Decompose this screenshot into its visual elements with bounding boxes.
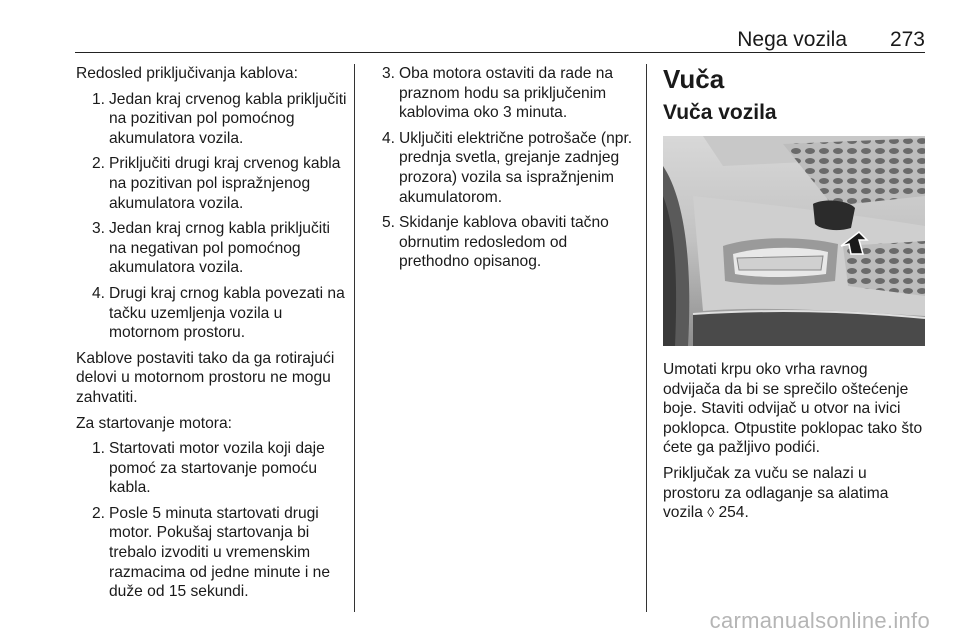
list-item: 3. Jedan kraj crnog kabla priključiti na negativan pol pomoćnog akumulatora vozila. xyxy=(91,220,331,277)
start-list-continued xyxy=(375,64,640,272)
list-item: 4. Uključiti električne potrošače (npr. prednja svetla, grejanje zadnjeg prozora) vozila sa ispražnjenim akumulatorom. xyxy=(381,129,633,206)
column-1 xyxy=(76,64,351,608)
cable-order-intro: Redosled priključivanja kablova: xyxy=(76,65,298,82)
car-front-figure xyxy=(663,136,925,346)
list-item: 5. Skidanje kablova obaviti tačno obrnutim redosledom od prethodno opisanog. xyxy=(381,214,609,271)
page-reference-icon: ◊ xyxy=(707,504,715,521)
page-reference-link[interactable]: 254. xyxy=(714,504,749,522)
towing-eye-location: Priključak za vuču se nalazi u prostoru za odlaganje sa alatima vozila ◊ 254. xyxy=(663,464,889,522)
start-list xyxy=(76,439,351,602)
list-item: 3. Oba motora ostaviti da rade na praznom hodu sa priključenim kablovima oko 3 minuta. xyxy=(381,65,614,122)
column-3 xyxy=(663,64,928,529)
list-item: 4. Drugi kraj crnog kabla povezati na tačku uzemljenja vozila u motornom prostoru. xyxy=(91,284,345,342)
column-2 xyxy=(375,64,640,278)
list-item: 1. Jedan kraj crvenog kabla priključiti na pozitivan pol pomoćnog akumulatora vozila. xyxy=(91,90,347,147)
page-number: 273 xyxy=(889,28,925,51)
list-item: 2. Posle 5 minuta startovati drugi motor. Pokušaj startovanja bi trebalo izvoditi u vremenskim razmacima od jedne minute i ne duže od 15 sekundi. xyxy=(91,504,331,601)
list-item: 1. Startovati motor vozila koji daje pomoć za startovanje pomoću kabla. xyxy=(91,440,325,497)
column-divider xyxy=(646,64,647,612)
towing-instructions: Umotati krpu oko vrha ravnog odvijača da bi se sprečilo oštećenje boje. Staviti odvijač u otvor na ivici poklopca. Otpustite poklopac tako što ćete ga pažljivo podići. xyxy=(663,361,923,457)
page-header xyxy=(75,26,925,53)
column-divider xyxy=(354,64,355,612)
subsection-heading: Vuča vozila xyxy=(663,101,777,124)
cable-order-list xyxy=(76,90,351,343)
cable-note: Kablove postaviti tako da ga rotirajući delovi u motornom prostoru ne mogu zahvatiti. xyxy=(76,349,335,406)
section-title: Nega vozila xyxy=(737,28,847,51)
watermark: carmanualsonline.info xyxy=(709,608,930,633)
list-item: 2. Priključiti drugi kraj crvenog kabla na pozitivan pol ispražnjenog akumulatora vozila. xyxy=(91,155,341,212)
start-intro: Za startovanje motora: xyxy=(76,414,233,432)
section-heading: Vuča xyxy=(663,64,725,94)
